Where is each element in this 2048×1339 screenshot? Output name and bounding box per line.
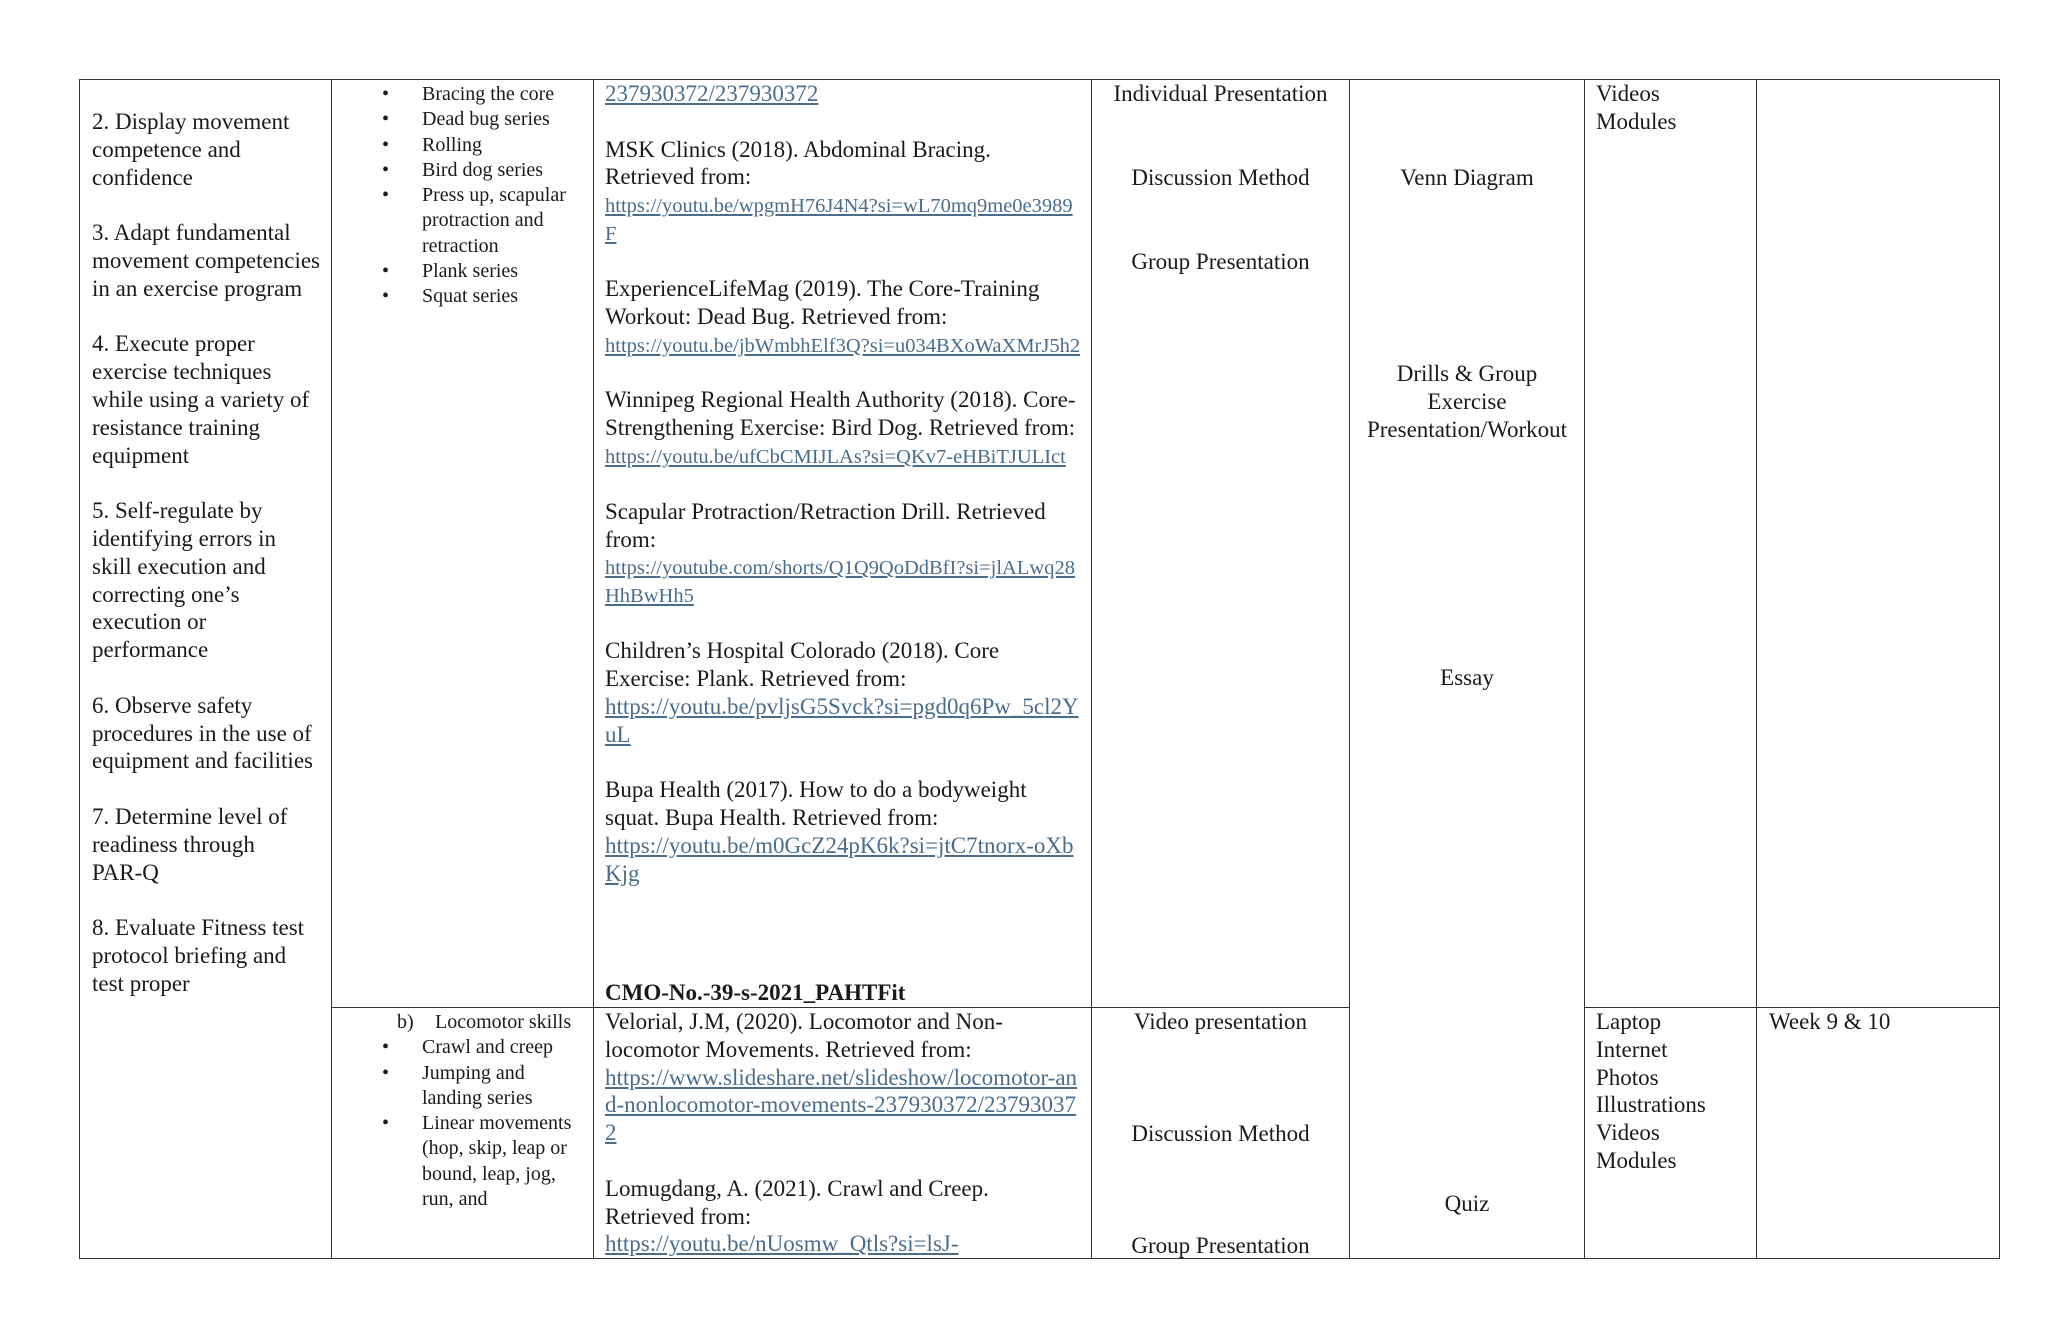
methods-cell bbox=[1092, 1008, 1350, 1259]
methods-cell bbox=[1092, 80, 1350, 1008]
list-item: • Jumping and landing series bbox=[332, 1061, 585, 1112]
reference-text: Children’s Hospital Colorado (2018). Core Exercise: Plank. Retrieved from: bbox=[605, 638, 1000, 691]
outcome-item: 4. Execute proper exercise techniques while using a variety of resistance training equipment bbox=[92, 331, 310, 468]
list-item: • Rolling bbox=[332, 133, 585, 158]
reference-link[interactable]: https://youtu.be/pvljsG5Svck?si=pgd0q6Pw_5cl2YuL bbox=[605, 693, 1079, 747]
assessment-item: Essay bbox=[1440, 665, 1494, 690]
syllabus-table bbox=[79, 79, 2000, 1259]
references-cell bbox=[594, 80, 1092, 1008]
resource-item: Modules bbox=[1596, 1147, 1677, 1173]
outcome-item: 2. Display movement competence and confidence bbox=[92, 109, 290, 190]
table-row bbox=[80, 1008, 2000, 1259]
topics-cell bbox=[332, 80, 594, 1008]
list-item: • Dead bug series bbox=[332, 107, 585, 132]
list-item: • Press up, scapular protraction and retraction bbox=[332, 183, 585, 259]
references-cell bbox=[594, 1008, 1092, 1259]
reference-text: ExperienceLifeMag (2019). The Core-Training Workout: Dead Bug. Retrieved from: bbox=[605, 275, 1040, 329]
outcome-item: 5. Self-regulate by identifying errors in skill execution and correcting one’s execution or performance bbox=[92, 498, 276, 663]
method-item: Discussion Method bbox=[1131, 165, 1310, 190]
schedule-cell bbox=[1757, 80, 2000, 1008]
reference-text: Bupa Health (2017). How to do a bodyweight squat. Bupa Health. Retrieved from: bbox=[605, 777, 1027, 830]
schedule-cell bbox=[1757, 1008, 2000, 1259]
topics-cell bbox=[332, 1008, 594, 1259]
topic-list bbox=[332, 1035, 585, 1212]
method-item: Individual Presentation bbox=[1113, 81, 1328, 106]
reference-link[interactable]: https://youtu.be/m0GcZ24pK6k?si=jtC7tnorx-oXbKjg bbox=[605, 832, 1074, 886]
resource-item: Illustrations bbox=[1596, 1092, 1706, 1118]
resources-cell bbox=[1585, 1008, 1757, 1259]
reference-text: MSK Clinics (2018). Abdominal Bracing. Retrieved from: bbox=[605, 136, 991, 190]
resource-item: Internet bbox=[1596, 1036, 1668, 1062]
cmo-reference: CMO-No.-39-s-2021_PAHTFit bbox=[605, 980, 906, 1006]
reference-link[interactable]: https://youtu.be/nUosmw_Qtls?si=lsJ- bbox=[605, 1231, 959, 1257]
assessment-item: Quiz bbox=[1444, 1191, 1490, 1216]
reference-link[interactable]: https://youtu.be/jbWmbhElf3Q?si=u034BXoWaXMrJ5h2 bbox=[605, 334, 1081, 357]
method-item: Video presentation bbox=[1134, 1009, 1307, 1034]
resource-item: Videos bbox=[1596, 1120, 1660, 1146]
assessment-cell bbox=[1350, 80, 1585, 1259]
method-item: Group Presentation bbox=[1131, 249, 1310, 274]
list-item: • Plank series bbox=[332, 259, 585, 284]
outcome-item: 7. Determine level of readiness through PAR-Q bbox=[92, 803, 288, 885]
resource-item: Videos bbox=[1596, 81, 1660, 106]
resources-cell bbox=[1585, 80, 1757, 1008]
reference-text: Lomugdang, A. (2021). Crawl and Creep. Retrieved from: bbox=[605, 1175, 989, 1229]
topic-heading: b) Locomotor skills bbox=[332, 1010, 585, 1035]
list-item: • Bird dog series bbox=[332, 158, 585, 183]
reference-link[interactable]: https://youtu.be/wpgmH76J4N4?si=wL70mq9me0e3989F bbox=[605, 195, 1073, 246]
list-item: • Squat series bbox=[332, 284, 585, 309]
reference-text: Velorial, J.M, (2020). Locomotor and Non-locomotor Movements. Retrieved from: bbox=[605, 1009, 1003, 1062]
reference-text: Scapular Protraction/Retraction Drill. Retrieved from: bbox=[605, 498, 1046, 552]
outcome-item: 8. Evaluate Fitness test protocol briefing and test proper bbox=[92, 915, 305, 996]
table-row bbox=[80, 80, 2000, 1008]
resource-item: Photos bbox=[1596, 1064, 1659, 1090]
list-item: • Bracing the core bbox=[332, 82, 585, 107]
resource-item: Laptop bbox=[1596, 1009, 1662, 1034]
outcome-item: 6. Observe safety procedures in the use of equipment and facilities bbox=[92, 692, 313, 774]
outcome-item: 3. Adapt fundamental movement competencies in an exercise program bbox=[92, 220, 321, 301]
reference-link[interactable]: 237930372/237930372 bbox=[605, 81, 819, 106]
method-item: Group Presentation bbox=[1131, 1233, 1310, 1258]
list-item: • Crawl and creep bbox=[332, 1035, 585, 1060]
assessment-item: Drills & Group Exercise Presentation/Workout bbox=[1366, 361, 1567, 442]
topic-list bbox=[332, 82, 585, 310]
reference-link[interactable]: https://youtu.be/ufCbCMIJLAs?si=QKv7-eHBiTJULIct bbox=[605, 445, 1066, 468]
learning-outcomes-cell bbox=[80, 80, 332, 1259]
reference-link[interactable]: https://www.slideshare.net/slideshow/locomotor-and-nonlocomotor-movements-237930372/237930372 bbox=[605, 1064, 1078, 1146]
resource-item: Modules bbox=[1596, 108, 1677, 134]
reference-text: Winnipeg Regional Health Authority (2018). Core-Strengthening Exercise: Bird Dog. Retrieved from: bbox=[605, 387, 1076, 441]
list-item: • Linear movements (hop, skip, leap or bound, leap, jog, run, and bbox=[332, 1111, 585, 1212]
assessment-item: Venn Diagram bbox=[1400, 165, 1534, 190]
method-item: Discussion Method bbox=[1131, 1121, 1310, 1146]
topic-marker: b) bbox=[397, 1011, 414, 1033]
schedule-text: Week 9 & 10 bbox=[1769, 1009, 1891, 1034]
reference-link[interactable]: https://youtube.com/shorts/Q1Q9QoDdBfI?si=jlALwq28HhBwHh5 bbox=[605, 557, 1075, 608]
